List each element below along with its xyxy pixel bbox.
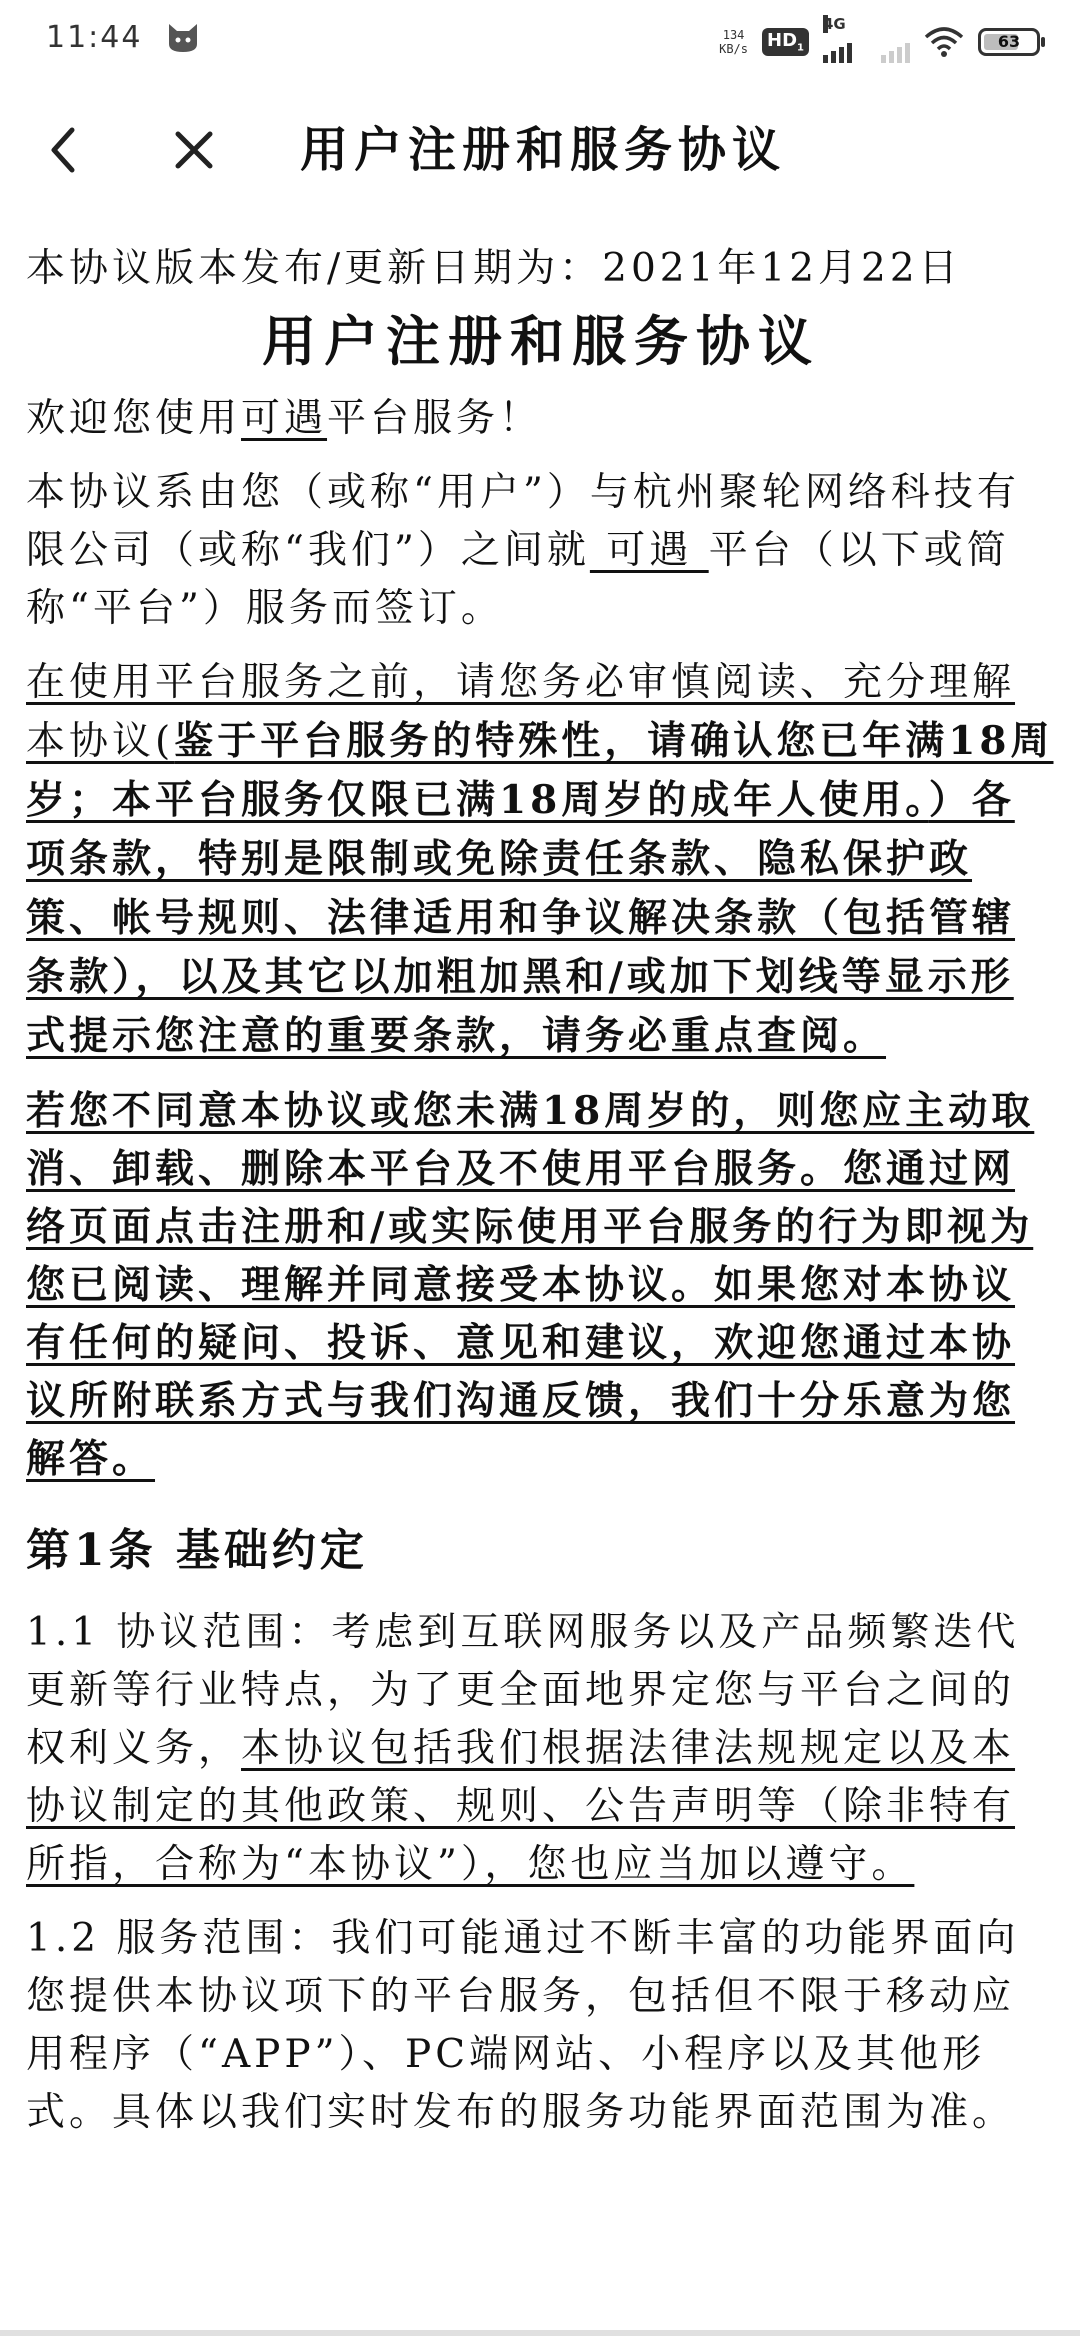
- intro-pre: 本协议系由您（或称“用户”）与杭州聚轮网络科技有限公司（或称“我们”）之间就: [26, 470, 1020, 573]
- network-type: 4G: [823, 15, 846, 33]
- network-speed: [719, 28, 748, 56]
- notice-1-part-b: 鉴于平台服务的特殊性，请确认您已年满18周岁；本平台服务仅限已满18周岁的成年人使用。: [26, 718, 1054, 823]
- network-speed-unit: KB/s: [719, 42, 749, 56]
- welcome-pre: 欢迎您使用: [26, 396, 242, 441]
- notice-paragraph-2: 若您不同意本协议或您未满18周岁的，则您应主动取消、卸载、删除本平台及不使用平台服务。您通过网络页面点击注册和/或实际使用平台服务的行为即视为您已阅读、理解并同意接受本协议。如果您对本协议有任何的疑问、投诉、意见和建议，欢迎您通过本协议所附联系方式与我们沟通反馈，我们十分乐意为您解答。: [26, 1088, 1035, 1482]
- wifi-icon: [924, 27, 964, 57]
- status-bar: [0, 0, 1080, 80]
- clause-1-1-underlined: 本协议包括我们根据法律法规规定以及本协议制定的其他政策、规则、公告声明等（除非特有所指，合称为“本协议”），您也应当加以遵守。: [26, 1726, 1016, 1887]
- notice-1-part-c: ）各项条款，特别是限制或免除责任条款、隐私保护政策、帐号规则、法律适用和争议解决条款（包括管辖条款），以及其它以加粗加黑和/或加下划线等显示形式提示您注意的重要条款，请务必重点查阅。: [26, 777, 1016, 1059]
- battery-level: 63: [997, 32, 1021, 51]
- page-title: 用户注册和服务协议: [300, 122, 787, 178]
- signal-icon: [823, 15, 867, 63]
- cat-icon: [166, 22, 200, 54]
- hd-label: HD: [767, 30, 798, 52]
- welcome-post: 平台服务！: [327, 396, 543, 441]
- intro-post: 平台（以下或简称“平台”）服务而签订。: [26, 528, 1010, 631]
- welcome-paragraph: [26, 390, 1056, 448]
- notice-1-part-a: 在使用平台服务之前，请您务必审慎阅读、充分理解本协议(: [26, 660, 1016, 764]
- gesture-bar: [0, 2326, 1080, 2340]
- network-speed-value: 134: [722, 28, 745, 42]
- battery-icon: [978, 28, 1040, 56]
- close-button[interactable]: [164, 120, 224, 180]
- version-date: 本协议版本发布/更新日期为：2021年12月22日: [26, 246, 962, 291]
- intro-brand-name: 可遇: [589, 528, 709, 573]
- section-heading: 第1条 基础约定: [26, 1525, 368, 1576]
- clause-1-2: 1.2 服务范围：我们可能通过不断丰富的功能界面向您提供本协议项下的平台服务，包括但不限于移动应用程序（“APP”）、PC端网站、小程序以及其他形式。具体以我们实时发布的服务功能界面范围为准。: [26, 1916, 1020, 2135]
- hd-icon: [762, 28, 809, 56]
- app-bar: [0, 100, 1080, 200]
- clause-1-1: [26, 1604, 1056, 1894]
- status-time: 11:44: [46, 20, 143, 55]
- agreement-content[interactable]: [26, 240, 1056, 2142]
- intro-paragraph: [26, 464, 1056, 638]
- hd-sub: 1: [797, 42, 804, 54]
- signal-weak-icon: [881, 21, 910, 63]
- notice-paragraph-1: [26, 654, 1056, 1066]
- back-button[interactable]: [36, 120, 96, 180]
- back-arrow-icon: [36, 120, 96, 180]
- agreement-title: 用户注册和服务协议: [262, 309, 820, 373]
- clause-1-1-plain: 1.1 协议范围：考虑到互联网服务以及产品频繁迭代更新等行业特点，为了更全面地界定您与平台之间的权利义务，: [26, 1610, 1020, 1771]
- close-icon: [164, 120, 224, 180]
- brand-name: 可遇: [241, 396, 328, 441]
- status-icons: [719, 15, 1040, 64]
